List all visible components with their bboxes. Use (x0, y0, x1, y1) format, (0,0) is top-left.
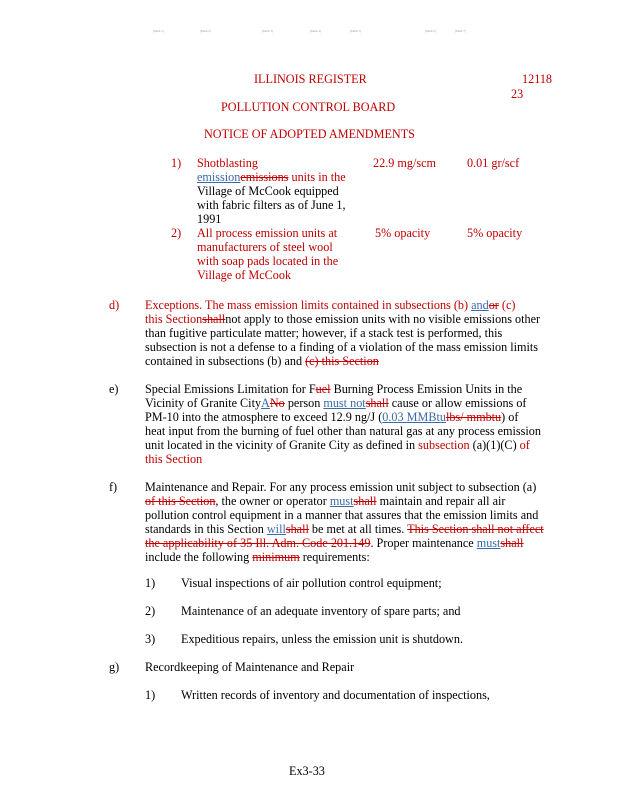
row-line: Shotblasting (197, 156, 258, 170)
row-number: 1) (171, 156, 182, 170)
top-mark: (Mark 5) (350, 29, 361, 33)
page-footer: Ex3-33 (289, 764, 325, 778)
top-mark: (Mark 7) (455, 29, 466, 33)
list-item-text: Maintenance of an adequate inventory of spare parts; and (181, 604, 461, 618)
deleted-text: shall (285, 522, 309, 536)
row-limit-metric: 5% opacity (375, 226, 431, 240)
inserted-text: will (266, 522, 286, 536)
text-run: subsection (418, 438, 470, 452)
inserted-text: 0.03 MMBtu (382, 410, 446, 424)
text-run: be met at all times. (308, 522, 408, 536)
subsection-g-title: Recordkeeping of Maintenance and Repair (145, 660, 355, 674)
row-limit-metric: 22.9 mg/scm (373, 156, 436, 170)
subsection-e-label: e) (109, 382, 119, 396)
notice-title: NOTICE OF ADOPTED AMENDMENTS (204, 127, 415, 141)
text-run: PM-10 into the atmosphere to exceed 12.9 ng/J ( (145, 410, 383, 424)
row-line: with fabric filters as of June 1, (197, 198, 346, 212)
text-run: unit located in the vicinity of Granite City as defined in (145, 438, 419, 452)
deleted-text: or (488, 298, 499, 312)
deleted-text: (c) this Section (305, 354, 379, 368)
row-line: Village of McCook (197, 268, 292, 282)
top-mark: (Mark 1) (153, 29, 164, 33)
deleted-text: minimum (252, 550, 300, 564)
row-description (197, 156, 367, 226)
deleted-text: lbs/ mmbtu (445, 410, 502, 424)
list-item-number: 2) (145, 604, 156, 618)
subsection-d-label: d) (109, 298, 120, 312)
list-item-text: Written records of inventory and documentation of inspections, (181, 688, 490, 702)
text-run: cause or allow emissions of (388, 396, 527, 410)
inserted-text: emission (197, 170, 241, 184)
text-run: pollution control equipment in a manner that assures that the emission limits and (145, 508, 539, 522)
list-item-text: Expeditious repairs, unless the emission unit is shutdown. (181, 632, 463, 646)
row-line: with soap pads located in the (197, 254, 339, 268)
text-run: requirements: (299, 550, 370, 564)
register-title: ILLINOIS REGISTER (254, 72, 367, 86)
text-run: standards in this Section (145, 522, 267, 536)
inserted-text: and (471, 298, 489, 312)
deleted-text: the applicability of 35 Ill. Adm. Code 201.149 (145, 536, 371, 550)
deleted-text: shall (365, 396, 389, 410)
deleted-text: shall (500, 536, 524, 550)
inserted-text: must not (323, 396, 366, 410)
deleted-text: of this Section (145, 494, 216, 508)
row-line: manufacturers of steel wool (197, 240, 333, 254)
inserted-text: A (261, 396, 270, 410)
text-run: include the following (145, 550, 253, 564)
deleted-text: uel (315, 382, 331, 396)
page-number: 12118 (522, 72, 553, 86)
text-run: of (519, 438, 530, 452)
text-run: heat input from the burning of fuel other than natural gas at any process emission (145, 424, 541, 438)
row-line: Village of McCook equipped (197, 184, 339, 198)
subsection-g-label: g) (109, 660, 120, 674)
text-run: (c) (498, 298, 516, 312)
deleted-text: shall (202, 312, 226, 326)
text-run: is not a defense to a finding of a violation of the mass emission limits (196, 340, 538, 354)
deleted-text: No (269, 396, 285, 410)
top-mark: (Mark 6) (425, 29, 436, 33)
text-run: , the owner or operator (215, 494, 330, 508)
text-run: than fugitive particulate matter; however, if a stack test is performed, this (145, 326, 503, 340)
text-run: not apply to those emission units with no visible emissions other (225, 312, 541, 326)
deleted-text: emissions (240, 170, 289, 184)
inserted-text: must (476, 536, 501, 550)
page-subnumber: 23 (511, 87, 524, 101)
text-run: Vicinity of Granite City (145, 396, 262, 410)
list-item-number: 1) (145, 688, 156, 702)
row-line: 1991 (197, 212, 222, 226)
list-item-text: Visual inspections of air pollution control equipment; (181, 576, 442, 590)
top-mark: (Mark 4) (310, 29, 321, 33)
text-run: ) of (501, 410, 519, 424)
text-run: subsection (145, 340, 197, 354)
row-limit-english: 0.01 gr/scf (467, 156, 520, 170)
text-run: . Proper maintenance (370, 536, 477, 550)
text-run: Special Emissions Limitation for F (145, 382, 316, 396)
board-title: POLLUTION CONTROL BOARD (221, 100, 396, 114)
subsection-e-text (145, 382, 585, 466)
row-line: units in the (288, 170, 346, 184)
text-run: person (284, 396, 324, 410)
subsection-f-label: f) (109, 480, 118, 494)
list-item-number: 1) (145, 576, 156, 590)
text-run: (a)(1)(C) (469, 438, 520, 452)
text-run: maintain and repair all air (376, 494, 506, 508)
row-description (197, 226, 367, 282)
row-number: 2) (171, 226, 182, 240)
subsection-f-text (145, 480, 585, 564)
subsection-d-text (145, 298, 585, 368)
top-mark: (Mark 2) (200, 29, 211, 33)
text-run: Exceptions. The mass emission limits contained in subsections (b) (145, 298, 472, 312)
list-item-number: 3) (145, 632, 156, 646)
deleted-text: This Section shall not affect (407, 522, 544, 536)
top-mark: (Mark 3) (262, 29, 273, 33)
row-limit-english: 5% opacity (467, 226, 523, 240)
text-run: this Section (145, 312, 203, 326)
row-line: All process emission units at (197, 226, 338, 240)
text-run: Maintenance and Repair. For any process emission unit subject to subsection (a) (145, 480, 537, 494)
deleted-text: shall (353, 494, 377, 508)
text-run: this Section (145, 452, 203, 466)
text-run: Burning Process Emission Units in the (330, 382, 523, 396)
inserted-text: must (329, 494, 354, 508)
text-run: contained in subsections (b) and (145, 354, 306, 368)
